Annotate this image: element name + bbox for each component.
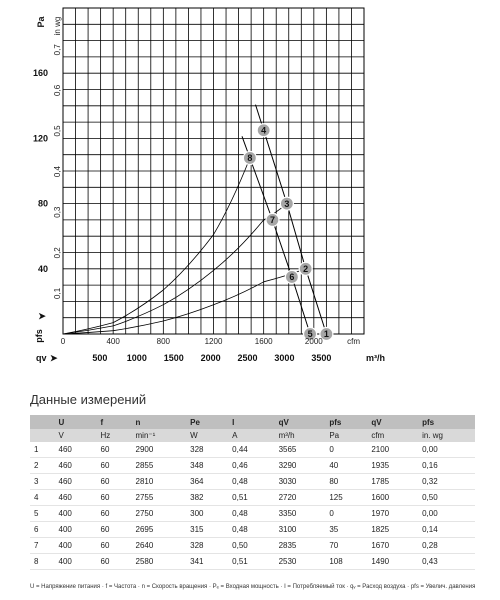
column-unit: cfm — [367, 429, 418, 442]
column-unit: m³/h — [275, 429, 326, 442]
y-secondary-tick-label: 0,6 — [53, 84, 62, 96]
table-cell: 7 — [30, 538, 55, 554]
column-header — [325, 415, 367, 429]
operating-point-label: 5 — [307, 329, 313, 340]
table-row — [30, 554, 475, 570]
table-cell: 1670 — [367, 538, 418, 554]
x-secondary-tick-label: 3500 — [311, 353, 332, 363]
column-header — [228, 415, 274, 429]
x-secondary-tick-label: 2500 — [237, 353, 258, 363]
y-tick-label: 120 — [32, 133, 48, 144]
column-header-text: U — [58, 417, 65, 427]
y-secondary-tick-label: 0,5 — [53, 125, 62, 137]
table-cell: 1600 — [367, 490, 418, 506]
x-secondary-tick-label: 1000 — [126, 353, 147, 363]
y-axis-label: Pa — [36, 16, 46, 28]
table-cell: 40 — [325, 458, 367, 474]
table-row — [30, 506, 475, 522]
x-tick-label: 2000 — [304, 337, 323, 346]
table-cell: 60 — [97, 538, 132, 554]
table-cell: 0,46 — [228, 458, 274, 474]
table-cell: 60 — [97, 490, 132, 506]
table-units-row — [30, 429, 475, 442]
y-tick-label: 80 — [37, 198, 48, 209]
table-cell: 1935 — [367, 458, 418, 474]
table-cell: 382 — [186, 490, 228, 506]
table-cell: 35 — [325, 522, 367, 538]
table-cell: 2835 — [275, 538, 326, 554]
column-header-text: I — [232, 417, 235, 427]
x-secondary-tick-label: 3000 — [274, 353, 295, 363]
table-cell: 0,28 — [418, 538, 475, 554]
y-tick-label: 40 — [37, 263, 48, 274]
table-cell: 0,48 — [228, 474, 274, 490]
column-header — [275, 415, 326, 429]
y-symbol-label: pfs — [34, 329, 44, 343]
table-cell: 460 — [55, 442, 97, 458]
table-cell: 3100 — [275, 522, 326, 538]
table-title: Данные измерений — [30, 392, 147, 407]
table-header-row — [30, 415, 475, 429]
x-tick-label: 1200 — [204, 337, 223, 346]
x-secondary-tick-label: 1500 — [163, 353, 184, 363]
table-cell: 460 — [55, 458, 97, 474]
table-cell: 108 — [325, 554, 367, 570]
table-cell: 0,51 — [228, 490, 274, 506]
table-cell: 2900 — [132, 442, 187, 458]
table-cell: 300 — [186, 506, 228, 522]
column-header — [186, 415, 228, 429]
table-cell: 0,16 — [418, 458, 475, 474]
column-header-text: Pe — [190, 417, 200, 427]
table-cell: 2580 — [132, 554, 187, 570]
column-unit: min⁻¹ — [132, 429, 187, 442]
x-axis-label: cfm — [347, 337, 360, 346]
operating-point-label: 2 — [303, 264, 309, 274]
column-unit: Pa — [325, 429, 367, 442]
y-secondary-tick-label: 0,1 — [53, 287, 62, 299]
table-cell: 1970 — [367, 506, 418, 522]
chart-grid — [63, 8, 364, 334]
table-cell: 0,50 — [228, 538, 274, 554]
measurement-table — [30, 415, 475, 570]
table-cell: 460 — [55, 474, 97, 490]
column-header-text: pfs — [329, 417, 342, 427]
operating-point-label: 7 — [269, 215, 275, 226]
table-cell: 2100 — [367, 442, 418, 458]
column-unit: in. wg — [418, 429, 475, 442]
x-secondary-tick-label: 2000 — [200, 353, 221, 363]
column-header-text: qV — [278, 417, 289, 427]
measurement-table-section — [30, 392, 475, 570]
table-cell: 3030 — [275, 474, 326, 490]
table-cell: 70 — [325, 538, 367, 554]
table-cell: 60 — [97, 474, 132, 490]
table-cell: 0,48 — [228, 506, 274, 522]
table-cell: 3 — [30, 474, 55, 490]
table-cell: 3290 — [275, 458, 326, 474]
table-cell: 125 — [325, 490, 367, 506]
table-cell: 2640 — [132, 538, 187, 554]
table-cell: 6 — [30, 522, 55, 538]
column-header — [55, 415, 97, 429]
table-body — [30, 442, 475, 570]
table-cell: 4 — [30, 490, 55, 506]
x-tick-label: 800 — [156, 337, 171, 346]
y-secondary-axis-label: in wg — [53, 16, 62, 36]
x-secondary-tick-label: 500 — [92, 353, 108, 363]
y-secondary-tick-label: 0,4 — [53, 166, 62, 178]
table-cell: 0,32 — [418, 474, 475, 490]
table-cell: 0 — [325, 506, 367, 522]
y-secondary-tick-label: 0,7 — [53, 44, 62, 56]
table-row — [30, 490, 475, 506]
table-cell: 2755 — [132, 490, 187, 506]
x-secondary-axis-label: m³/h — [366, 353, 385, 363]
column-unit: A — [228, 429, 274, 442]
table-row — [30, 474, 475, 490]
table-cell: 0,43 — [418, 554, 475, 570]
column-unit: W — [186, 429, 228, 442]
table-cell: 315 — [186, 522, 228, 538]
operating-point-label: 8 — [247, 153, 253, 164]
table-cell: 8 — [30, 554, 55, 570]
column-header — [30, 415, 55, 429]
table-cell: 400 — [55, 554, 97, 570]
operating-point-label: 1 — [323, 329, 329, 340]
table-cell: 2695 — [132, 522, 187, 538]
column-unit — [30, 429, 55, 442]
table-row — [30, 442, 475, 458]
table-cell: 0,50 — [418, 490, 475, 506]
table-cell: 3350 — [275, 506, 326, 522]
table-cell: 0,48 — [228, 522, 274, 538]
table-cell: 0,14 — [418, 522, 475, 538]
column-header-text: qV — [371, 417, 382, 427]
table-cell: 60 — [97, 522, 132, 538]
table-cell: 2530 — [275, 554, 326, 570]
table-cell: 1785 — [367, 474, 418, 490]
column-header — [418, 415, 475, 429]
column-unit: Hz — [97, 429, 132, 442]
table-cell: 1825 — [367, 522, 418, 538]
table-cell: 0,44 — [228, 442, 274, 458]
table-cell: 80 — [325, 474, 367, 490]
operating-point-label: 4 — [261, 125, 267, 136]
table-cell: 400 — [55, 506, 97, 522]
table-cell: 0,51 — [228, 554, 274, 570]
column-header — [97, 415, 132, 429]
operating-point-label: 3 — [284, 198, 290, 209]
table-cell: 2810 — [132, 474, 187, 490]
column-header — [367, 415, 418, 429]
table-cell: 341 — [186, 554, 228, 570]
y-secondary-tick-label: 0,2 — [53, 247, 62, 259]
table-cell: 0,00 — [418, 506, 475, 522]
table-cell: 2 — [30, 458, 55, 474]
y-arrow-icon: ➤ — [38, 311, 46, 321]
table-cell: 400 — [55, 522, 97, 538]
column-unit: V — [55, 429, 97, 442]
column-header-text: n — [135, 417, 141, 427]
table-cell: 0,00 — [418, 442, 475, 458]
x-tick-label: 1600 — [254, 337, 273, 346]
table-cell: 3565 — [275, 442, 326, 458]
y-tick-label: 160 — [32, 68, 48, 79]
x-secondary-symbol: qv — [36, 353, 47, 363]
operating-point-label: 6 — [289, 272, 295, 283]
table-cell: 2750 — [132, 506, 187, 522]
table-cell: 60 — [97, 554, 132, 570]
column-header-text: pfs — [422, 417, 435, 427]
y-secondary-tick-label: 0,3 — [53, 206, 62, 218]
column-header — [132, 415, 187, 429]
table-cell: 2720 — [275, 490, 326, 506]
table-cell: 364 — [186, 474, 228, 490]
table-row — [30, 458, 475, 474]
table-cell: 2855 — [132, 458, 187, 474]
table-cell: 328 — [186, 538, 228, 554]
table-cell: 348 — [186, 458, 228, 474]
table-cell: 1 — [30, 442, 55, 458]
table-cell: 5 — [30, 506, 55, 522]
table-row — [30, 522, 475, 538]
table-legend: U = Напряжение питания · f = Частота · n = Скорость вращения · Pₑ = Входная мощность · I = Потребляемый ток · qᵥ = Расход воздуха · pfs = Увелич. давления — [30, 584, 476, 590]
table-cell: 0 — [325, 442, 367, 458]
table-cell: 1490 — [367, 554, 418, 570]
table-cell: 400 — [55, 538, 97, 554]
x-tick-label: 0 — [60, 337, 66, 346]
table-cell: 60 — [97, 442, 132, 458]
table-cell: 328 — [186, 442, 228, 458]
x-tick-label: 400 — [106, 337, 120, 346]
column-header-text: f — [100, 417, 104, 427]
table-row — [30, 538, 475, 554]
table-cell: 460 — [55, 490, 97, 506]
table-cell: 60 — [97, 458, 132, 474]
table-cell: 60 — [97, 506, 132, 522]
x-arrow-icon: ➤ — [50, 353, 58, 363]
